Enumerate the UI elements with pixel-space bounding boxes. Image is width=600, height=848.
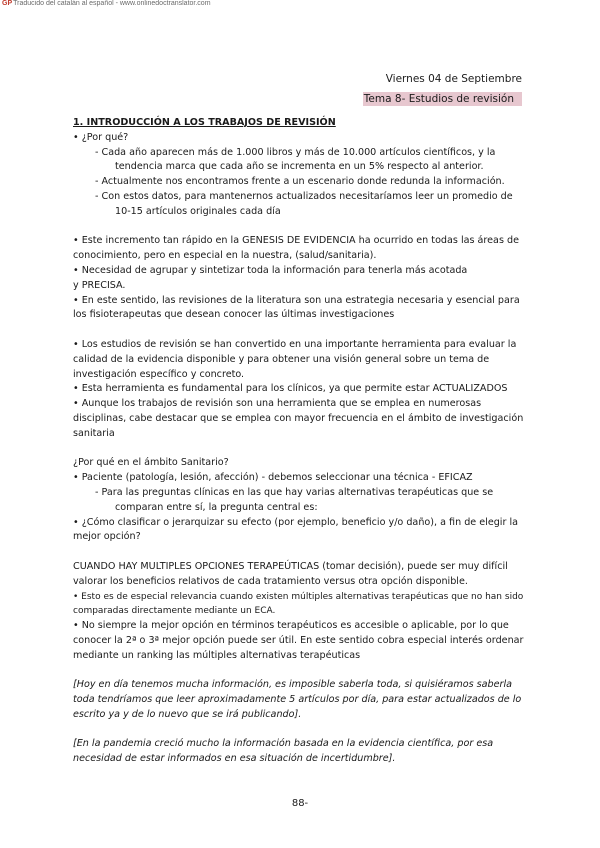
note-pandemia: [En la pandemia creció mucho la información basada en la evidencia científica, por esa necesidad de estar informados en esa situación de incertidumbre]. [73, 738, 494, 765]
note-informacion: [Hoy en día tenemos mucha información, es imposible saberla toda, si quisiéramos saberla toda tendríamos que leer aproximadamente 5 artículos por día, para estar actualizados de lo escrito ya y de lo nuevo que se irá publicando]. [73, 679, 522, 720]
sanitario-question: ¿Por qué en el ámbito Sanitario? [73, 457, 229, 469]
paragraph-ranking: • No siempre la mejor opción en términos terapéuticos es accesible o aplicable, por lo que conocer la 2ª o 3ª mejor opción puede ser útil. En este sentido cobra especial interés ordenar mediante un ranking las múltiples alternativas terapéuticas [73, 620, 524, 661]
paragraph-estudios-revision: • Los estudios de revisión se han convertido en una importante herramienta para evaluar la calidad de la evidencia disponible y para obtener una visión general sobre un tema de investigación específico y concreto. [73, 338, 517, 380]
paragraph-opciones-terapeuticas: CUANDO HAY MULTIPLES OPCIONES TERAPEÚTICAS (tomar decisión), puede ser muy difícil valorar los beneficios relativos de cada tratamiento versus otra opción disponible. [73, 560, 508, 587]
page-header [363, 71, 522, 106]
paragraph-clasificar: • ¿Cómo clasificar o jerarquizar su efecto (por ejemplo, beneficio y/o daño), a fin de elegir la mejor opción? [73, 516, 519, 543]
page-number: 88- [291, 798, 309, 809]
document-body [73, 116, 533, 767]
why-item-2-line-a: - Actualmente nos encontramos frente a un escenario donde redunda la información. [95, 176, 505, 188]
translator-banner-text: Traducido del catalán al español - www.onlinedoctranslator.com [13, 0, 211, 7]
header-date: Viernes 04 de Septiembre [385, 73, 522, 85]
paragraph-sintetizar: • Necesidad de agrupar y sintetizar toda la información para tenerla más acotada y PRECISA. [73, 264, 468, 291]
paragraph-paciente: • Paciente (patología, lesión, afección) - debemos seleccionar una técnica - EFICAZ [73, 472, 473, 484]
section-title: 1. INTRODUCCIÓN A LOS TRABAJOS DE REVISIÓN [73, 117, 336, 128]
paragraph-eca: • Esto es de especial relevancia cuando existen múltiples alternativas terapéuticas que no han sido comparadas directamente mediante un ECA. [73, 591, 524, 617]
why-item-3 [73, 190, 533, 220]
paragraph-genesis: • Este incremento tan rápido en la GENESIS DE EVIDENCIA ha ocurrido en todas las áreas de conocimiento, pero en especial en la nuestra, (salud/sanitaria). [73, 235, 519, 262]
paragraph-disciplinas: • Aunque los trabajos de revisión son una herramienta que se emplea en numerosas disciplinas, cabe destacar que se emplea con mayor frecuencia en el ámbito de investigación sanitaria [73, 398, 524, 439]
why-item-1 [73, 146, 533, 176]
why-item-1-line-b: tendencia marca que cada año se incrementa en un 5% respecto al anterior. [115, 161, 484, 173]
paragraph-herramienta: • Esta herramienta es fundamental para los clínicos, ya que permite estar ACTUALIZADOS [73, 383, 508, 395]
why-question: • ¿Por qué? [73, 131, 129, 143]
sanitario-subitem [73, 486, 533, 516]
paragraph-revisiones: • En este sentido, las revisiones de la literatura son una estrategia necesaria y esencial para los fisioterapeutas que desean conocer las últimas investigaciones [73, 294, 520, 321]
sanitario-subitem-line-a: - Para las preguntas clínicas en las que hay varias alternativas terapéuticas que se [95, 486, 494, 498]
why-item-1-line-a: - Cada año aparecen más de 1.000 libros y más de 10.000 artículos científicos, y la [95, 146, 496, 158]
translator-logo: GP [2, 0, 13, 7]
why-item-3-line-b: 10-15 artículos originales cada día [115, 205, 281, 217]
why-item-2 [73, 175, 533, 190]
topic-highlight: Tema 8- Estudios de revisión [363, 92, 522, 106]
sanitario-subitem-line-b: comparan entre sí, la pregunta central es: [115, 501, 318, 513]
translator-banner [2, 0, 211, 7]
why-item-3-line-a: - Con estos datos, para mantenernos actualizados necesitaríamos leer un promedio de [95, 190, 513, 202]
